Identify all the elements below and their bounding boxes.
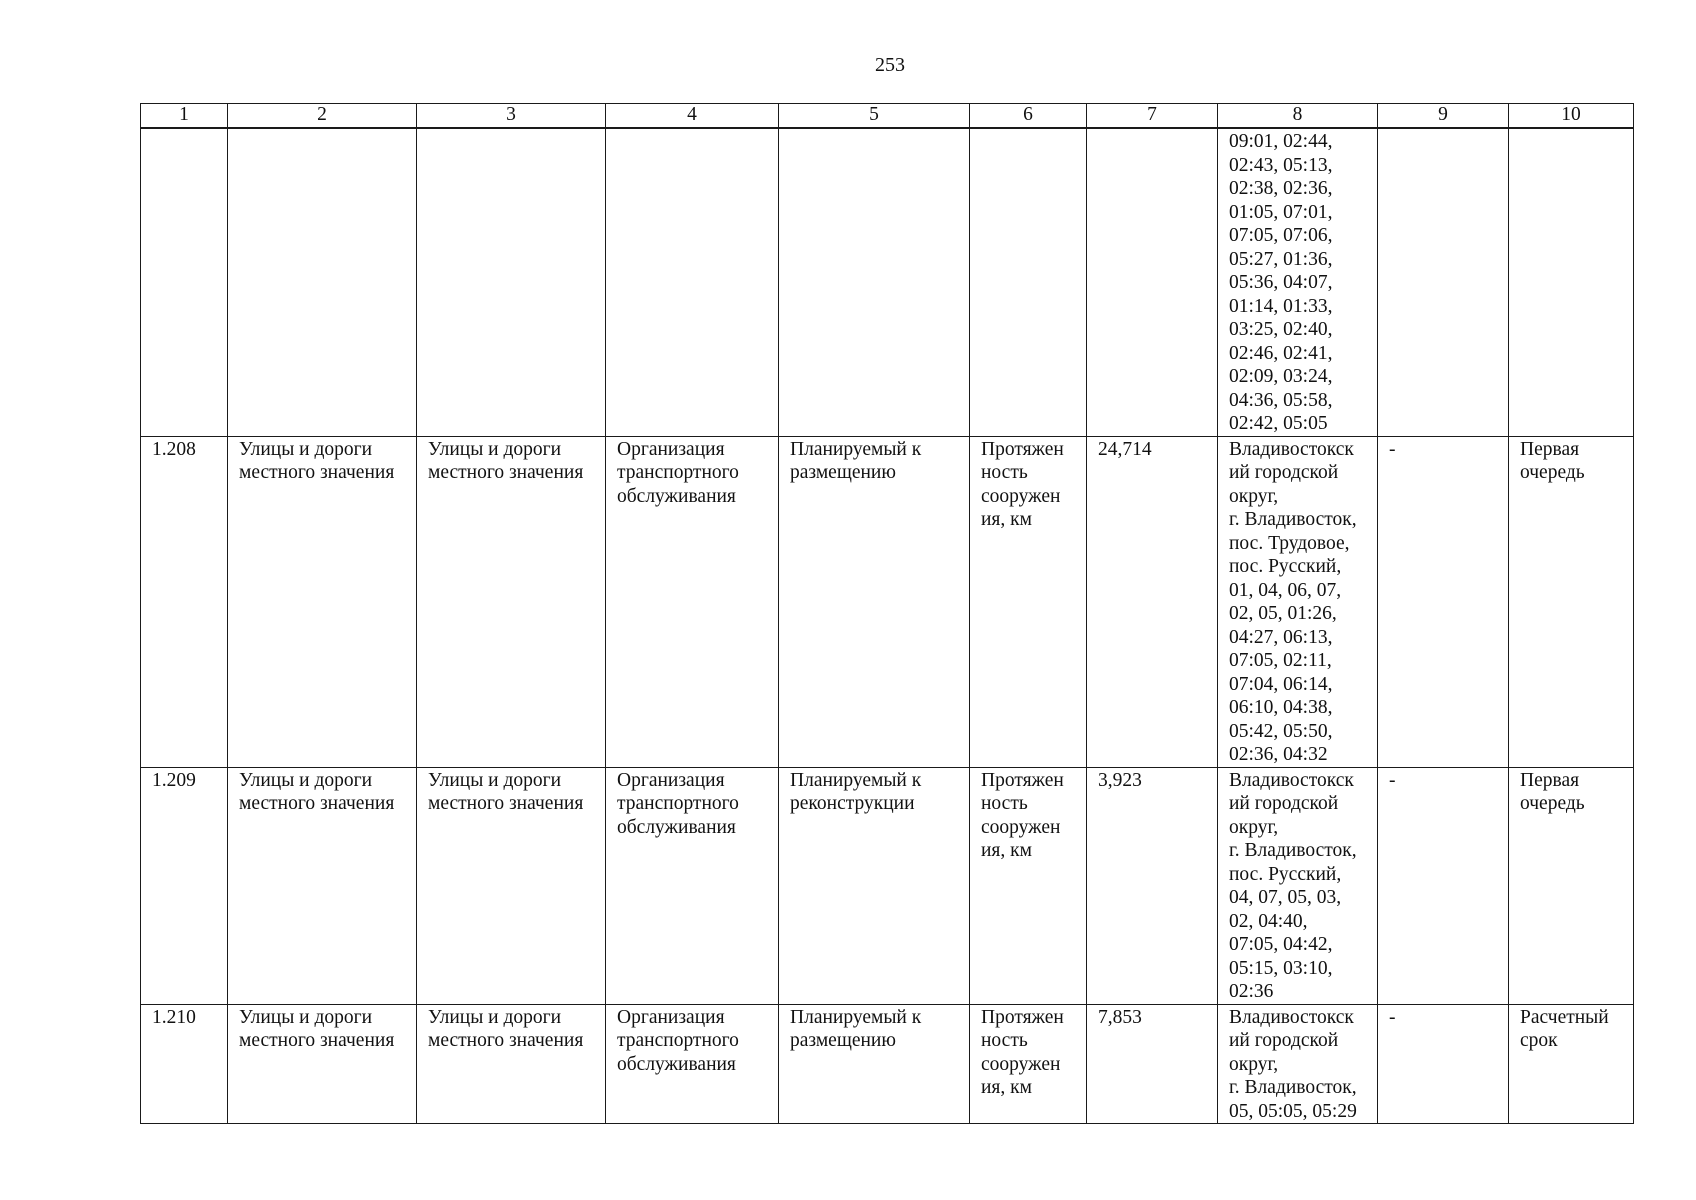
- row-number-cell: [141, 128, 228, 436]
- term-cell: Первая очередь: [1509, 436, 1634, 767]
- characteristic-cell: Протяжен ность сооружен ия, км: [970, 1004, 1087, 1124]
- location-cell: 09:01, 02:44, 02:43, 05:13, 02:38, 02:36, 01:05, 07:01, 07:05, 07:06, 05:27, 01:36, 05:36, 04:07, 01:14, 01:33, 03:25, 02:40, 02:46, 02:41, 02:09, 03:24, 04:36, 05:58, 02:42, 05:05: [1218, 128, 1378, 436]
- object-type-cell: Улицы и дороги местного значения: [228, 1004, 417, 1124]
- zone-cell: -: [1378, 767, 1509, 1004]
- term-cell: Первая очередь: [1509, 767, 1634, 1004]
- column-header: 10: [1509, 104, 1634, 129]
- row-number-cell: 1.208: [141, 436, 228, 767]
- value-cell: [1087, 128, 1218, 436]
- table-row: [141, 1004, 1634, 1124]
- characteristic-cell: Протяжен ность сооружен ия, км: [970, 436, 1087, 767]
- status-cell: Планируемый к размещению: [779, 1004, 970, 1124]
- column-header: 1: [141, 104, 228, 129]
- object-kind-cell: Улицы и дороги местного значения: [417, 1004, 606, 1124]
- column-header: 6: [970, 104, 1087, 129]
- column-header: 7: [1087, 104, 1218, 129]
- object-kind-cell: Улицы и дороги местного значения: [417, 767, 606, 1004]
- table-row: [141, 767, 1634, 1004]
- purpose-cell: Организация транспортного обслуживания: [606, 436, 779, 767]
- column-header: 3: [417, 104, 606, 129]
- purpose-cell: [606, 128, 779, 436]
- term-cell: Расчетный срок: [1509, 1004, 1634, 1124]
- zone-cell: [1378, 128, 1509, 436]
- object-type-cell: Улицы и дороги местного значения: [228, 767, 417, 1004]
- purpose-cell: Организация транспортного обслуживания: [606, 1004, 779, 1124]
- location-cell: Владивостокск ий городской округ, г. Владивосток, пос. Русский, 04, 07, 05, 03, 02, 04:40, 07:05, 04:42, 05:15, 03:10, 02:36: [1218, 767, 1378, 1004]
- object-type-cell: [228, 128, 417, 436]
- column-header: 4: [606, 104, 779, 129]
- location-cell: Владивостокск ий городской округ, г. Владивосток, 05, 05:05, 05:29: [1218, 1004, 1378, 1124]
- status-cell: Планируемый к размещению: [779, 436, 970, 767]
- purpose-cell: Организация транспортного обслуживания: [606, 767, 779, 1004]
- column-header: 8: [1218, 104, 1378, 129]
- row-number-cell: 1.209: [141, 767, 228, 1004]
- column-header: 2: [228, 104, 417, 129]
- column-header: 9: [1378, 104, 1509, 129]
- table-row: [141, 128, 1634, 436]
- object-kind-cell: [417, 128, 606, 436]
- characteristic-cell: [970, 128, 1087, 436]
- value-cell: 24,714: [1087, 436, 1218, 767]
- value-cell: 7,853: [1087, 1004, 1218, 1124]
- column-header: 5: [779, 104, 970, 129]
- row-number-cell: 1.210: [141, 1004, 228, 1124]
- value-cell: 3,923: [1087, 767, 1218, 1004]
- table-row: [141, 436, 1634, 767]
- header-row: [141, 104, 1634, 129]
- object-type-cell: Улицы и дороги местного значения: [228, 436, 417, 767]
- location-cell: Владивостокск ий городской округ, г. Владивосток, пос. Трудовое, пос. Русский, 01, 04, 06, 07, 02, 05, 01:26, 04:27, 06:13, 07:05, 02:11, 07:04, 06:14, 06:10, 04:38, 05:42, 05:50, 02:36, 04:32: [1218, 436, 1378, 767]
- characteristic-cell: Протяжен ность сооружен ия, км: [970, 767, 1087, 1004]
- zone-cell: -: [1378, 436, 1509, 767]
- term-cell: [1509, 128, 1634, 436]
- page-number: 253: [875, 54, 905, 76]
- data-table: [140, 103, 1634, 1124]
- status-cell: [779, 128, 970, 436]
- status-cell: Планируемый к реконструкции: [779, 767, 970, 1004]
- zone-cell: -: [1378, 1004, 1509, 1124]
- object-kind-cell: Улицы и дороги местного значения: [417, 436, 606, 767]
